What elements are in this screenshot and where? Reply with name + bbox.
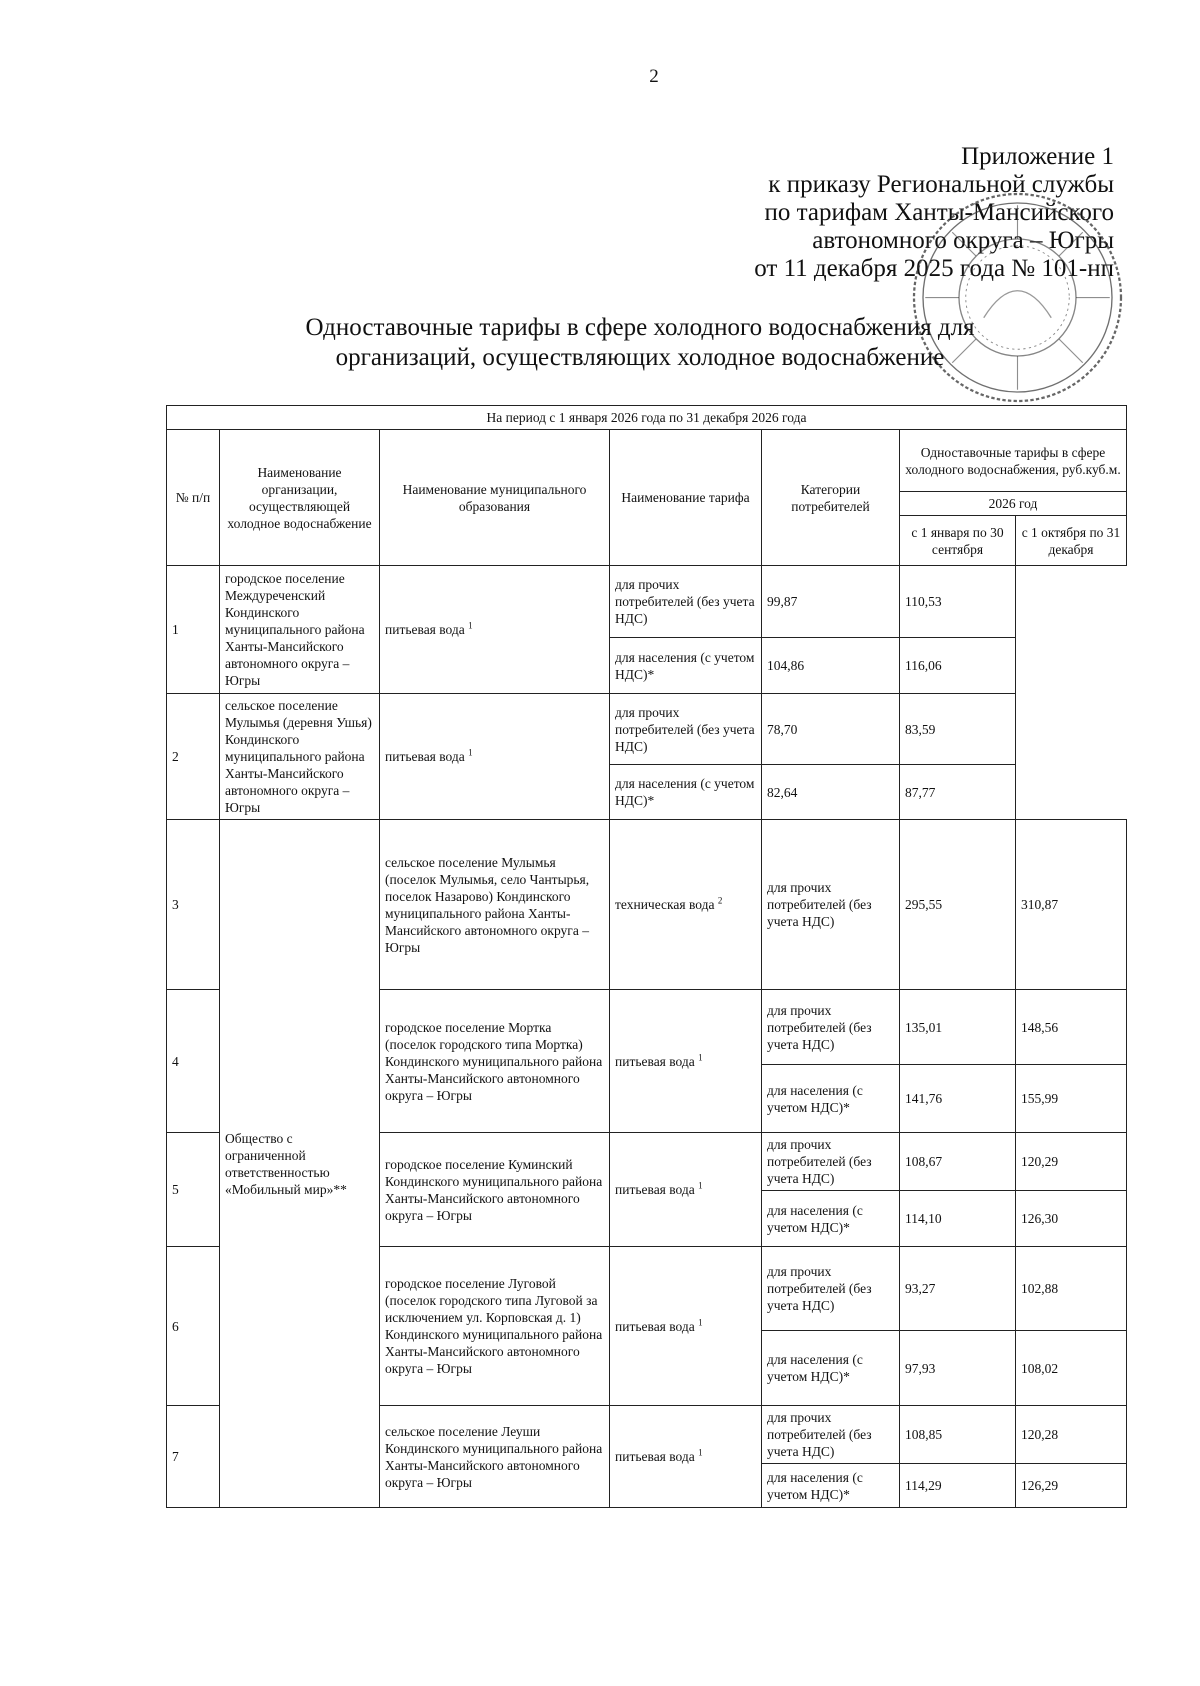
row-value-2: 310,87: [1016, 820, 1127, 990]
row-num: 5: [167, 1133, 220, 1247]
row-tariff: [610, 1133, 762, 1247]
period-header: На период с 1 января 2026 года по 31 декабря 2026 года: [167, 406, 1127, 430]
footnote-mark: 1: [698, 1447, 703, 1458]
row-consumer: для населения (с учетом НДС)*: [762, 1065, 900, 1133]
tariff-name: питьевая вода: [615, 1449, 695, 1464]
row-municipality: городское поселение Междуреченский Кондинского муниципального района Ханты-Мансийского автономного округа – Югры: [220, 566, 380, 694]
row-value-1: 99,87: [762, 566, 900, 638]
row-num: 3: [167, 820, 220, 990]
footnote-mark: 1: [468, 620, 473, 631]
row-consumer: для населения (с учетом НДС)*: [762, 1464, 900, 1508]
row-num: 6: [167, 1247, 220, 1406]
row-consumer: для населения (с учетом НДС)*: [610, 765, 762, 820]
header-num: № п/п: [167, 430, 220, 566]
row-value-2: 126,30: [1016, 1191, 1127, 1247]
row-tariff: [610, 820, 762, 990]
footnote-mark: 1: [698, 1317, 703, 1327]
row-value-2: 83,59: [900, 694, 1016, 765]
row-tariff: [610, 1406, 762, 1508]
row-consumer: для прочих потребителей (без учета НДС): [762, 990, 900, 1065]
footnote-mark: 1: [698, 1052, 703, 1062]
row-consumer: для прочих потребителей (без учета НДС): [762, 1133, 900, 1191]
header-tariff-name: Наименование тарифа: [610, 430, 762, 566]
row-value-2: 120,29: [1016, 1133, 1127, 1191]
official-seal-icon: [905, 185, 1130, 410]
row-value-1: 135,01: [900, 990, 1016, 1065]
appendix-line: автономного округа – Югры: [812, 227, 1114, 254]
tariff-name: питьевая вода: [385, 622, 465, 637]
row-municipality: городское поселение Луговой (поселок городского типа Луговой за исключением ул. Корповская д. 1) Кондинского муниципального района Ханты-Мансийского автономного округа – Югры: [380, 1247, 610, 1406]
row-municipality: сельское поселение Мулымья (поселок Мулымья, село Чантырья, поселок Назарово) Кондинского муниципального района Ханты-Мансийского автономного округа – Югры: [380, 820, 610, 990]
tariff-name: питьевая вода: [615, 1318, 695, 1334]
row-value-2: 108,02: [1016, 1331, 1127, 1406]
document-title: [180, 313, 1100, 373]
row-consumer: для прочих потребителей (без учета НДС): [762, 1406, 900, 1464]
row-municipality: сельское поселение Мулымья (деревня Ушья) Кондинского муниципального района Ханты-Мансийского автономного округа – Югры: [220, 694, 380, 820]
tariff-name: питьевая вода: [615, 1182, 695, 1197]
row-value-2: 120,28: [1016, 1406, 1127, 1464]
row-consumer: для прочих потребителей (без учета НДС): [762, 820, 900, 990]
footnote-mark: 1: [468, 747, 473, 758]
table-row: [167, 694, 1127, 765]
row-value-1: 108,85: [900, 1406, 1016, 1464]
appendix-line: к приказу Региональной службы: [768, 171, 1114, 198]
tariff-name: техническая вода: [615, 897, 715, 912]
row-municipality: городское поселение Мортка (поселок городского типа Мортка) Кондинского муниципального района Ханты-Мансийского автономного округа – Югры: [380, 990, 610, 1133]
title-line-1: Одноставочные тарифы в сфере холодного водоснабжения для: [305, 314, 975, 341]
row-value-1: 108,67: [900, 1133, 1016, 1191]
appendix-line: по тарифам Ханты-Мансийского: [764, 199, 1114, 226]
row-num: 4: [167, 990, 220, 1133]
row-value-1: 82,64: [762, 765, 900, 820]
row-value-2: 110,53: [900, 566, 1016, 638]
row-value-1: 93,27: [900, 1247, 1016, 1331]
row-value-1: 295,55: [900, 820, 1016, 990]
header-year: 2026 год: [900, 492, 1127, 516]
row-tariff: [610, 1247, 762, 1406]
row-value-1: 114,29: [900, 1464, 1016, 1508]
row-municipality: сельское поселение Леуши Кондинского муниципального района Ханты-Мансийского автономного округа – Югры: [380, 1406, 610, 1508]
header-tariffs: Одноставочные тарифы в сфере холодного водоснабжения, руб.куб.м.: [900, 430, 1127, 492]
header-municipality: Наименование муниципального образования: [380, 430, 610, 566]
tariff-table: [166, 405, 1127, 1508]
row-num: 1: [167, 566, 220, 694]
row-value-2: 126,29: [1016, 1464, 1127, 1508]
row-municipality: городское поселение Куминский Кондинского муниципального района Ханты-Мансийского автономного округа – Югры: [380, 1133, 610, 1247]
row-value-1: 78,70: [762, 694, 900, 765]
header-consumers: Категории потребителей: [762, 430, 900, 566]
row-value-2: 148,56: [1016, 990, 1127, 1065]
row-num: 7: [167, 1406, 220, 1508]
row-num: 2: [167, 694, 220, 820]
row-value-1: 114,10: [900, 1191, 1016, 1247]
row-value-2: 102,88: [1016, 1247, 1127, 1331]
title-line-2: организаций, осуществляющих холодное водоснабжение: [335, 344, 945, 371]
row-consumer: для прочих потребителей (без учета НДС): [762, 1247, 900, 1331]
page-number: 2: [649, 66, 659, 87]
footnote-mark: 2: [717, 895, 723, 906]
organization-name: Общество с ограниченной ответственностью «Мобильный мир»**: [220, 820, 380, 1508]
table-row: [167, 820, 1127, 990]
row-consumer: для прочих потребителей (без учета НДС): [610, 566, 762, 638]
table-row: [167, 566, 1127, 638]
tariff-name: питьевая вода: [615, 1053, 695, 1069]
row-tariff: [380, 566, 610, 694]
row-tariff: [380, 694, 610, 820]
row-value-2: 116,06: [900, 638, 1016, 694]
row-value-1: 141,76: [900, 1065, 1016, 1133]
row-consumer: для прочих потребителей (без учета НДС): [610, 694, 762, 765]
row-value-2: 87,77: [900, 765, 1016, 820]
row-tariff: [610, 990, 762, 1133]
row-consumer: для населения (с учетом НДС)*: [610, 638, 762, 694]
row-value-1: 97,93: [900, 1331, 1016, 1406]
appendix-line: от 11 декабря 2025 года № 101-нп: [754, 255, 1114, 282]
header-organization: Наименование организации, осуществляющей холодное водоснабжение: [220, 430, 380, 566]
row-consumer: для населения (с учетом НДС)*: [762, 1331, 900, 1406]
appendix-line: Приложение 1: [961, 143, 1114, 170]
row-value-1: 104,86: [762, 638, 900, 694]
header-period-1: с 1 января по 30 сентября: [900, 516, 1016, 566]
header-period-2: с 1 октября по 31 декабря: [1016, 516, 1127, 566]
tariff-name: питьевая вода: [385, 749, 465, 764]
row-value-2: 155,99: [1016, 1065, 1127, 1133]
row-consumer: для населения (с учетом НДС)*: [762, 1191, 900, 1247]
footnote-mark: 1: [698, 1180, 703, 1191]
